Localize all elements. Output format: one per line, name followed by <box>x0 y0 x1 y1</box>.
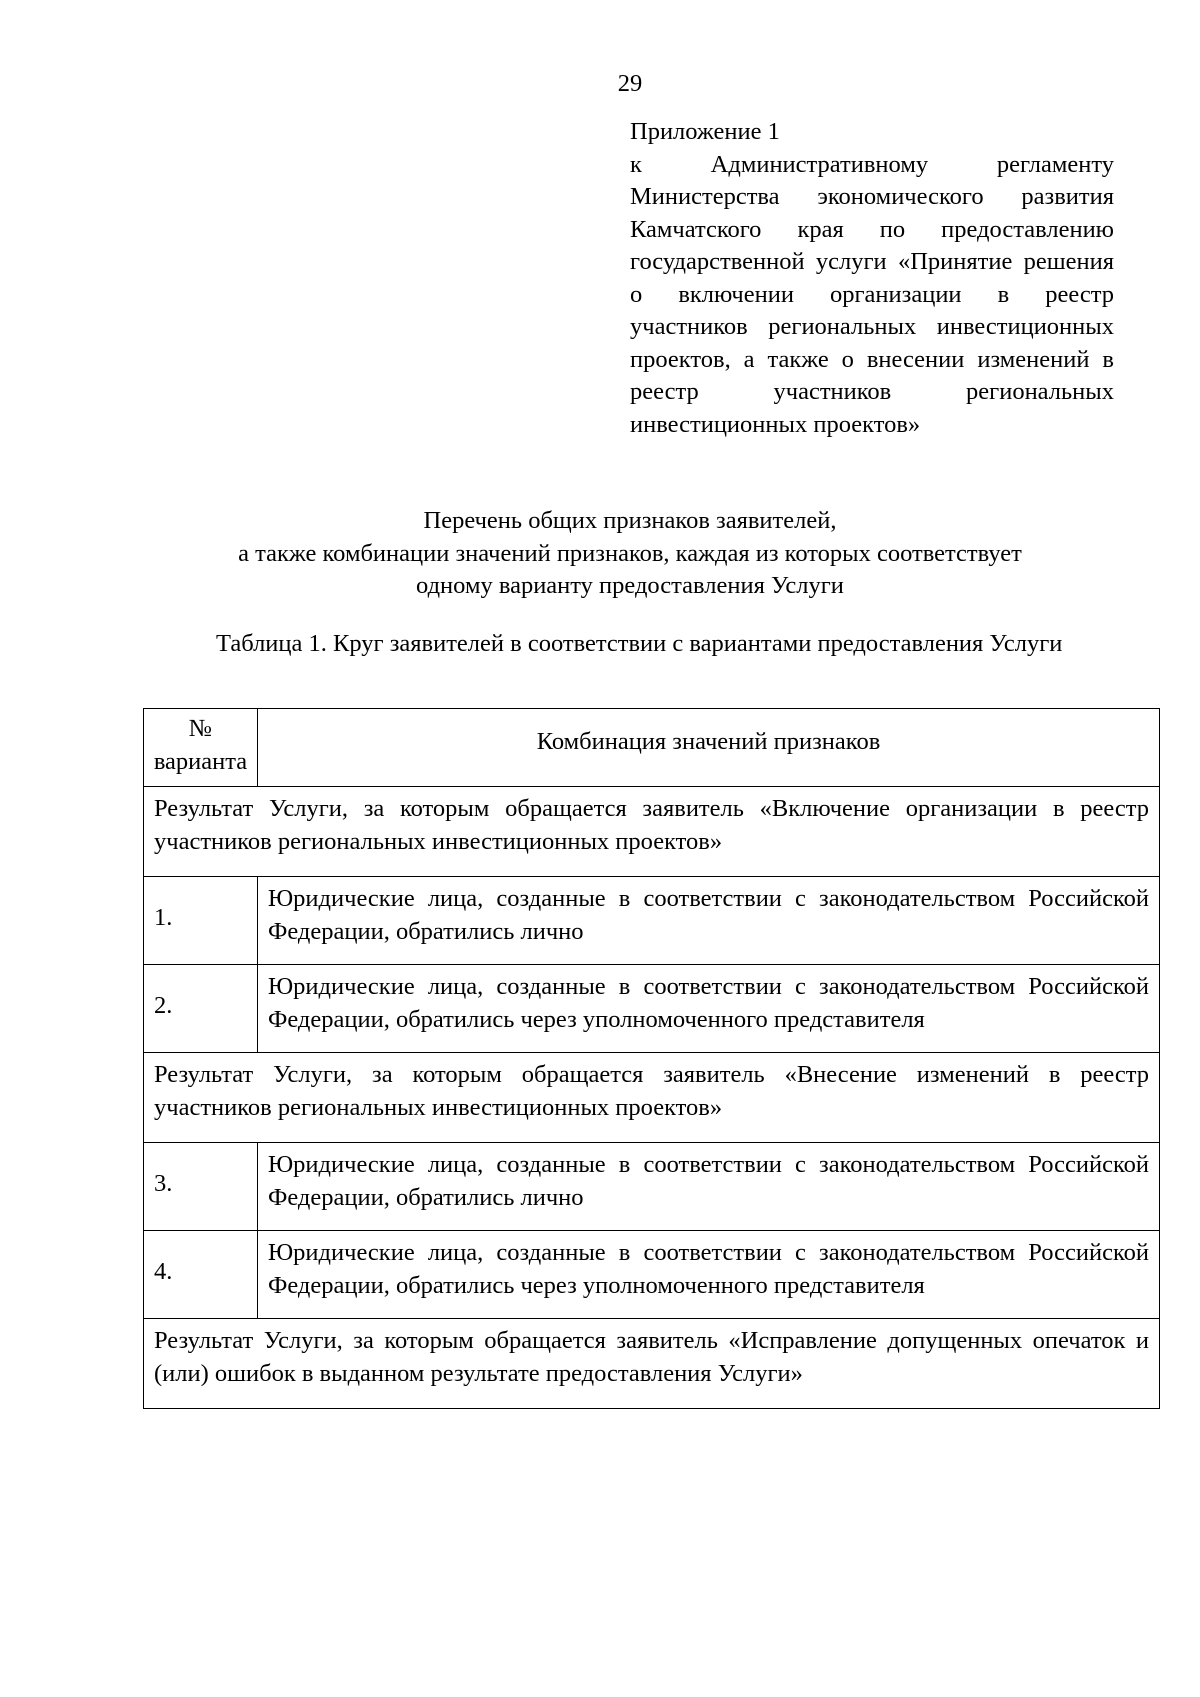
variant-number: 2. <box>144 965 258 1053</box>
table-caption: Таблица 1. Круг заявителей в соответствии с вариантами предоставления Услуги <box>216 630 1063 657</box>
variant-description: Юридические лица, созданные в соответствии с законодательством Российской Федерации, обратились лично <box>258 877 1160 965</box>
variant-description: Юридические лица, созданные в соответствии с законодательством Российской Федерации, обратились через уполномоченного представителя <box>258 965 1160 1053</box>
result-row <box>144 1053 1160 1143</box>
variant-number: 4. <box>144 1231 258 1319</box>
page-number: 29 <box>617 70 643 97</box>
variants-table <box>143 708 1160 1409</box>
header-variant-number: № варианта <box>144 709 258 787</box>
table-row <box>144 1231 1160 1319</box>
document-heading <box>144 505 1116 603</box>
result-row <box>144 1319 1160 1409</box>
appendix-reference: к Административному регламенту Министерства экономического развития Камчатского края по предоставлению государственной услуги «Принятие решения о включении организации в реестр участников региональных инвестиционных проектов, а также о внесении изменений в реестр участников региональных инвестиционных проектов» <box>630 150 1114 438</box>
table-row <box>144 877 1160 965</box>
result-row <box>144 787 1160 877</box>
header-combination: Комбинация значений признаков <box>258 709 1160 787</box>
result-text: Результат Услуги, за которым обращается заявитель «Внесение изменений в реестр участников региональных инвестиционных проектов» <box>144 1053 1160 1143</box>
table-row <box>144 965 1160 1053</box>
heading-line: Перечень общих признаков заявителей, <box>423 507 837 534</box>
variant-description: Юридические лица, созданные в соответствии с законодательством Российской Федерации, обратились лично <box>258 1143 1160 1231</box>
result-text: Результат Услуги, за которым обращается заявитель «Исправление допущенных опечаток и (или) ошибок в выданном результате предоставления Услуги» <box>144 1319 1160 1409</box>
result-text: Результат Услуги, за которым обращается заявитель «Включение организации в реестр участников региональных инвестиционных проектов» <box>144 787 1160 877</box>
variant-number: 1. <box>144 877 258 965</box>
variant-description: Юридические лица, созданные в соответствии с законодательством Российской Федерации, обратились через уполномоченного представителя <box>258 1231 1160 1319</box>
heading-line: одному варианту предоставления Услуги <box>416 572 844 599</box>
table-row <box>144 1143 1160 1231</box>
variant-number: 3. <box>144 1143 258 1231</box>
table-header-row <box>144 709 1160 787</box>
heading-line: а также комбинации значений признаков, каждая из которых соответствует <box>238 539 1022 567</box>
appendix-block <box>630 116 1114 441</box>
appendix-title: Приложение 1 <box>630 118 780 145</box>
